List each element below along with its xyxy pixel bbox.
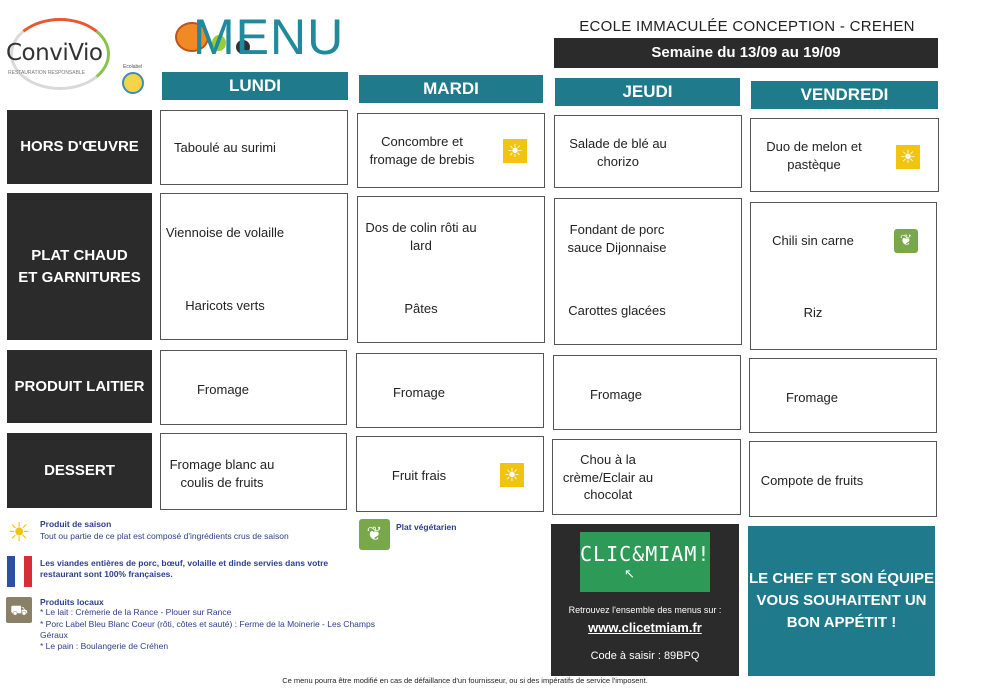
dish-main: Chili sin carne [772, 233, 854, 248]
dish-text: Fromage blanc au coulis de fruits [169, 457, 275, 490]
dish-side: Haricots verts [185, 298, 265, 313]
chef-message-panel [748, 526, 935, 676]
dish-text: Concombre et fromage de brebis [369, 134, 475, 167]
menu-cell [160, 110, 348, 185]
menu-cell [749, 441, 937, 517]
row-label-text: ET GARNITURES [18, 268, 141, 286]
day-header-jeudi: JEUDI [555, 78, 740, 106]
dish-side: Pâtes [404, 301, 438, 316]
dish-text: Fromage [196, 382, 250, 397]
menu-cell [554, 115, 742, 188]
row-label-hors-oeuvre [7, 110, 152, 184]
menu-cell [356, 436, 544, 512]
row-label-text: HORS D'ŒUVRE [20, 138, 139, 156]
day-header-mardi: MARDI [359, 75, 543, 103]
row-label-produit-laitier [7, 350, 152, 423]
week-banner: Semaine du 13/09 au 19/09 [554, 38, 938, 68]
dish-text: Fruit frais [391, 468, 447, 483]
row-label-dessert [7, 433, 152, 508]
legend-local-item: * Porc Label Bleu Blanc Coeur (rôti, côtes et sauté) : Ferme de la Moinerie - Les Champs Géraux [40, 619, 375, 641]
menu-cell [356, 353, 544, 428]
legend-season-text: Tout ou partie de ce plat est composé d'ingrédients crus de saison [40, 531, 289, 541]
clicmiam-info: Retrouvez l'ensemble des menus sur : [568, 605, 722, 615]
dish-text: Duo de melon et pastèque [766, 139, 862, 172]
menu-cell [750, 118, 939, 192]
dish-text: Fromage [589, 387, 643, 402]
dish-side: Riz [803, 305, 823, 320]
seasonal-sun-icon [503, 139, 527, 163]
dish-text: Chou à la crème/Eclair au chocolat [562, 452, 654, 503]
dish-text: Fromage [785, 390, 839, 405]
menu-cell [553, 355, 741, 430]
legend-vegetarian-icon: ❦ [359, 519, 390, 550]
row-label-text: PLAT CHAUD [31, 246, 128, 264]
row-label-text: PRODUIT LAITIER [14, 377, 145, 395]
row-label-text: DESSERT [44, 461, 115, 479]
vegetarian-leaf-icon [894, 229, 918, 253]
ecolabel-caption: Ecolabel [123, 64, 143, 70]
tractor-local-icon: ⛟ [6, 597, 32, 623]
french-flag-icon [7, 556, 32, 587]
dish-text: Fromage [392, 385, 446, 400]
menu-cell [160, 433, 347, 510]
day-header-lundi: LUNDI [162, 72, 348, 100]
chef-message: LE CHEF ET SON ÉQUIPE VOUS SOUHAITENT UN BON APPÉTIT ! [748, 570, 935, 631]
menu-cell [552, 439, 741, 515]
school-name: ECOLE IMMACULÉE CONCEPTION - CREHEN [579, 18, 915, 35]
legend-local-item: * Le lait : Crèmerie de la Rance - Plouer sur Rance [40, 607, 232, 617]
menu-title: MENU [193, 9, 345, 65]
dish-text: Salade de blé au chorizo [569, 136, 667, 169]
footer-disclaimer: Ce menu pourra être modifié en cas de défaillance d'un fournisseur, ou si des impératifs de service l'imposent. [282, 676, 648, 685]
dish-main: Dos de colin rôti au lard [365, 220, 477, 253]
dish-side: Carottes glacées [568, 303, 666, 318]
cursor-icon: ↖ [624, 566, 635, 581]
clicmiam-code: Code à saisir : 89BPQ [590, 650, 700, 662]
convivio-tagline: RESTAURATION RESPONSABLE [8, 70, 86, 76]
menu-cell [554, 198, 742, 345]
dish-text: Taboulé au surimi [174, 140, 276, 155]
convivio-logo: ConviVio [6, 40, 103, 66]
legend-season-title: Produit de saison [40, 519, 112, 529]
legend-local-item: * Le pain : Boulangerie de Créhen [40, 641, 169, 651]
menu-cell [160, 350, 347, 425]
legend-vegetarian-title: Plat végétarien [396, 522, 457, 532]
menu-cell [160, 193, 348, 340]
row-label-plat-chaud [7, 193, 152, 340]
menu-cell [357, 113, 545, 188]
dish-text: Compote de fruits [760, 473, 864, 488]
day-header-vendredi: VENDREDI [751, 81, 938, 109]
menu-cell [750, 202, 937, 350]
clicmiam-logo: CLIC&MIAM! [580, 532, 710, 592]
seasonal-sun-icon [500, 463, 524, 487]
dish-main: Viennoise de volaille [165, 225, 285, 240]
seasonal-sun-icon [896, 145, 920, 169]
clicmiam-link[interactable]: www.clicetmiam.fr [588, 620, 702, 635]
ecolabel-badge-icon [122, 72, 144, 94]
legend-local-title: Produits locaux [40, 597, 104, 607]
menu-cell [749, 358, 937, 433]
dish-main: Fondant de porc sauce Dijonnaise [567, 222, 667, 255]
menu-cell [357, 196, 545, 343]
legend-sun-icon: ☀ [7, 517, 31, 547]
legend-meat-origin: Les viandes entières de porc, bœuf, volaille et dinde servies dans votre restaurant sont 100% françaises. [40, 558, 329, 580]
